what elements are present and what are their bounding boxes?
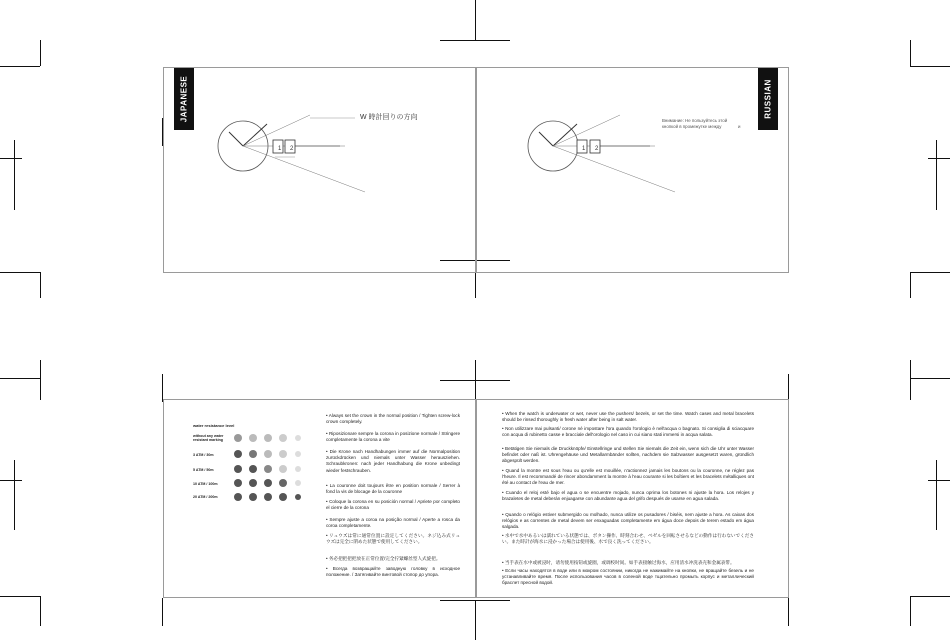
underwater-warning-ru: • Если часы находятся в воде или в мокром состоянии, никогда не нажимайте на кнопки, не вращайте безель и не устанавливайте время. После использования часов в соленой воде тщательно промыть корпус и металлический браслет пресной водой. (502, 568, 754, 587)
rain-icon (234, 434, 242, 442)
crop-mark (910, 40, 911, 66)
wr-level-none: without any water resistant marking (193, 434, 224, 442)
wr-level-10atm: 10 ATM / 100m (193, 482, 218, 486)
crop-mark (928, 158, 950, 159)
rain-icon (234, 479, 242, 487)
crop-mark (440, 40, 510, 41)
crown-instruction-de: • Die Krone nach Handhabungen immer auf die Normalposition zurückdrücken und niemals unter Wasser herausziehen. Schraubkronen: nach jeder Handhabung die Krone unbedingt wieder festschrauben. (326, 449, 460, 474)
crown-instruction-fr: • La couronne doit toujours être en position normale / Serrer à fond la vis de blocage de la couronne (326, 483, 460, 495)
crown-instruction-pt: • Sempre ajuste a coroa na posição normal / Aperte a rosca da coroa completamente. (326, 517, 460, 529)
crop-mark (910, 596, 911, 626)
crop-mark (14, 460, 15, 530)
swim-icon (279, 493, 287, 501)
crown-diagram-right (505, 100, 775, 210)
water-activity-icons (228, 430, 308, 510)
crop-mark (936, 140, 937, 210)
crop-mark (162, 374, 163, 402)
russian-note-line1: Внимание: Не пользуйтесь этой (662, 118, 728, 123)
dive-icon (295, 435, 301, 441)
crown-label: 2 (595, 146, 599, 152)
crop-mark (0, 272, 40, 273)
crop-mark (936, 460, 937, 530)
dive-icon (295, 480, 301, 486)
splash-icon (249, 450, 257, 458)
swim-icon (279, 479, 287, 487)
crown-instruction-ja: • リュウズは常に通常位置に設定してください。ネジ込み式リュウズは完全に閉めた状態で使用してください。 (326, 533, 460, 545)
crown-instruction-es: • Coloque la corona en su posición normal / Apriete por completo el cierre de la corona (326, 499, 460, 511)
crown-label: 1 (278, 146, 282, 152)
shower-icon (264, 479, 272, 487)
rain-icon (234, 465, 242, 473)
water-resistance-title: water resistance level (193, 423, 235, 428)
swim-icon (279, 434, 287, 442)
splash-icon (249, 434, 257, 442)
underwater-warning-ja: • 水中で水中あるいは濡れている状態では、ボタン操作、時刻合わせ、ベゼルを回転させるなどの動作は行わないでください。また時計が海水に浸かった場合は使用後、水で良く洗ってください。 (502, 533, 754, 545)
rain-icon (234, 493, 242, 501)
underwater-warning-es: • Cuando el reloj esté bajo el agua o se encuentre mojado, nunca oprima los botones ni ajuste la hora. Los relojes y brazaletes de metal deberán enjuagarse con abundante agua del grifo después de usarse en agua salada. (502, 490, 754, 502)
wr-level-5atm: 5 ATM / 50m (193, 468, 214, 472)
dive-icon (295, 494, 301, 500)
underwater-warning-fr: • Quand la montre est sous l'eau ou qu'elle est mouillée, n'actionnez jamais les boutons ou la couronne, ne réglez pas l'heure. Il est recommandé de rincer abondamment la montre à l'eau courante si les boîtiers et les bracelets métalliques ont été au contact de l'eau de mer. (502, 468, 754, 487)
wr-level-20atm: 20 ATM / 200m (193, 495, 218, 499)
crop-mark (0, 596, 40, 597)
minute-hand (243, 124, 267, 146)
crop-mark (910, 272, 911, 298)
crown-instruction-it: • Riposizionare sempre la corona in posizione normale / Stringere completamente la corona a vite (326, 431, 460, 443)
crop-mark (0, 158, 22, 159)
crop-mark (0, 378, 40, 379)
underwater-warning-en: • When the watch is underwater or wet, never use the pushers/ bezels, or set the time. Watch cases and metal bracelets should be rinsed thoroughly in fresh water after being in salt water. (502, 411, 754, 423)
guide-line (243, 146, 365, 192)
crop-mark (910, 378, 950, 379)
crop-mark (910, 272, 950, 273)
wr-level-3atm: 3 ATM / 30m (193, 453, 214, 457)
japanese-tab (174, 68, 194, 130)
crop-mark (162, 598, 163, 626)
minute-hand (553, 124, 577, 146)
hour-hand (539, 132, 553, 146)
underwater-warning-zh: • 当手表在水中或被浸时，请勿使用按钮或旋圈，或调校时间。如手表接触过海水，应用清水冲洗表壳和金属表带。 (502, 560, 754, 566)
shower-icon (264, 434, 272, 442)
crop-mark (910, 596, 950, 597)
dive-icon (295, 466, 301, 472)
crown-label: 1 (582, 146, 586, 152)
crop-mark (0, 66, 40, 67)
crop-mark (40, 596, 41, 626)
crop-mark (910, 66, 950, 67)
rotation-direction-caption: W 時計回りの方向 (360, 114, 418, 121)
guide-line (553, 146, 675, 192)
crop-mark (475, 600, 476, 640)
crown-instruction-en: • Always set the crown in the normal position / Tighten screw-lock crown completely. (326, 413, 460, 425)
crop-mark (910, 360, 911, 400)
crop-mark (14, 140, 15, 210)
japanese-tab-label: JAPANESE (179, 75, 189, 123)
russian-note-line2: кнопкой в промежутке между (662, 124, 722, 129)
swim-icon (279, 450, 287, 458)
crown-instruction-zh: • 务必把把把把放在正常位置/完全拧紧螺丝型人式旋把。 (326, 556, 460, 562)
crop-mark (788, 374, 789, 402)
russian-tab-label: RUSSIAN (763, 79, 773, 119)
crop-mark (440, 380, 510, 381)
crop-mark (928, 480, 950, 481)
shower-icon (264, 493, 272, 501)
underwater-warning-pt: • Quando o relógio estiver submergido ou molhado, nunca utilize os pusadores / biséis, nem ajuste a hora. As caixas dos relógios e as correntes de metal devem ser enxaguadas completamente em água doce depois de terem estado em água salgada. (502, 512, 754, 531)
crop-mark (40, 272, 41, 298)
crop-mark (475, 0, 476, 40)
crown-instruction-ru: • Всегда возвращайте заводную головку в исходное положение. / Затягивайте винтовой стопор до упора. (326, 566, 460, 578)
crown-label: 2 (290, 146, 294, 152)
crop-mark (788, 598, 789, 626)
splash-icon (249, 465, 257, 473)
crop-mark (40, 360, 41, 400)
splash-icon (249, 479, 257, 487)
shower-icon (264, 450, 272, 458)
hour-hand (229, 132, 243, 146)
underwater-warning-de: • Betätigen Sie niemals die Druckknöpfe/ Einstellringe und stellen Sie niemals die Zeit ein, wenn sich die Uhr unter Wasser befindet oder naß ist. Uhrengehäuse und Metallarmbänder sollten, nachdem sie Salzwasser ausgesetzt waren, gründlich abgespült werden. (502, 446, 754, 465)
russian-note-suffix: и (738, 124, 741, 129)
rain-icon (234, 450, 242, 458)
crop-mark (0, 480, 22, 481)
crop-mark (440, 600, 510, 601)
underwater-warning-it: • Non utilizzare mai pulsanti/ corone né impostare l'ora quando l'orologio è nell'acqua o bagnato. Si consiglia di sciacquare con acqua di rubinetto casse e bracciale dell'orologio nel caso in cui siano stati immersi in acqua salata. (502, 426, 754, 438)
shower-icon (264, 465, 272, 473)
crop-mark (40, 40, 41, 66)
swim-icon (279, 465, 287, 473)
dive-icon (295, 451, 301, 457)
splash-icon (249, 493, 257, 501)
crown-diagram-left (195, 100, 465, 210)
